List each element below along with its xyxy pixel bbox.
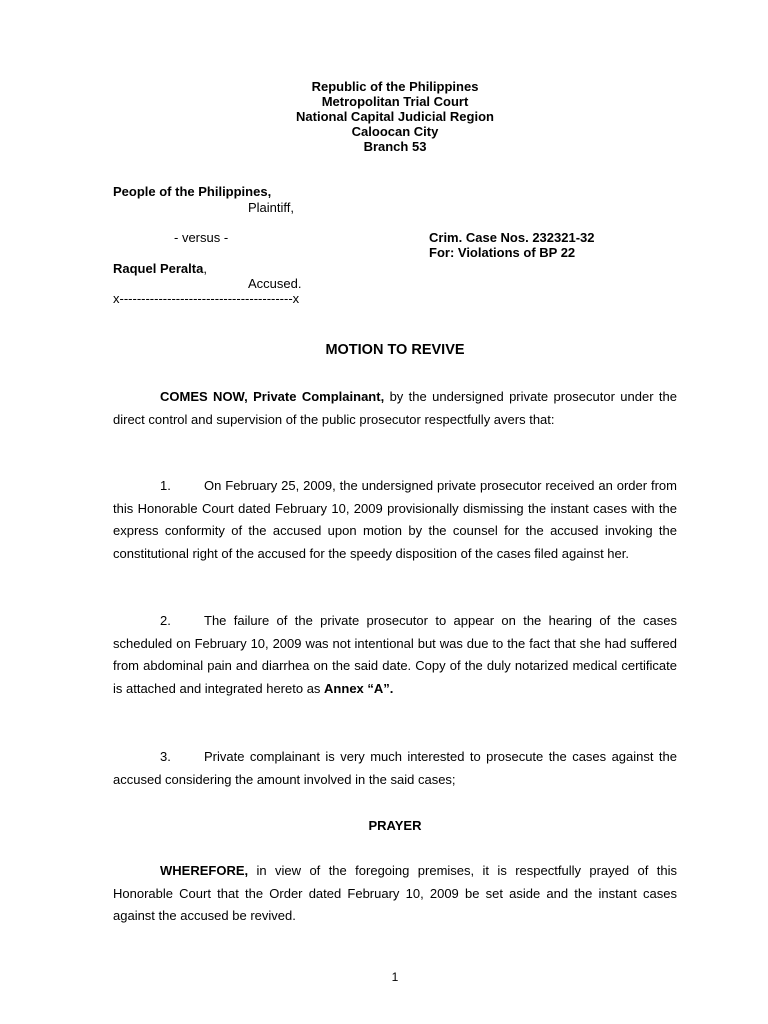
plaintiff-role: Plaintiff, <box>248 200 295 215</box>
document-title: MOTION TO REVIVE <box>325 342 465 358</box>
court-line-republic: Republic of the Philippines <box>311 79 479 94</box>
paragraph-text: On February 25, 2009, the undersigned private prosecutor received an order from this Honorable Court dated February 10, 2009 provisionally dismissing the instant cases with the express conformity of the accused upon motion by the counsel for the accused invoking the constitutional right of the accused for the speedy disposition of the cases filed against her. <box>113 478 677 562</box>
prayer-paragraph <box>113 860 677 928</box>
court-line-city: Caloocan City <box>351 124 439 139</box>
paragraph-number: 2. <box>160 613 171 628</box>
intro-lead: COMES NOW, Private Complainant, <box>160 389 385 404</box>
court-line-mtc: Metropolitan Trial Court <box>321 94 469 109</box>
prayer-heading: PRAYER <box>368 818 422 833</box>
paragraph-number: 1. <box>160 478 171 493</box>
prayer-lead: WHEREFORE, <box>160 863 249 878</box>
accused-comma: , <box>203 261 207 276</box>
paragraph-2 <box>113 610 677 701</box>
paragraph-1 <box>113 475 677 566</box>
case-numbers: Crim. Case Nos. 232321-32 <box>429 230 595 245</box>
caption-divider: x----------------------------------------x <box>113 291 300 306</box>
prayer-text: in view of the foregoing premises, it is respectfully prayed of this Honorable Court that the Order dated February 10, 2009 be set aside and the instant cases against the accused be revived. <box>113 863 677 924</box>
intro-paragraph <box>113 386 677 431</box>
accused-role: Accused. <box>248 276 302 291</box>
paragraph-text: Private complainant is very much interested to prosecute the cases against the accused considering the amount involved in the said cases; <box>113 749 677 787</box>
accused-line <box>113 261 207 276</box>
accused-name: Raquel Peralta <box>113 261 204 276</box>
paragraph-number: 3. <box>160 749 171 764</box>
plaintiff-name: People of the Philippines, <box>113 184 272 199</box>
court-line-branch: Branch 53 <box>363 139 427 154</box>
annex-reference: Annex “A”. <box>324 681 394 697</box>
paragraph-3 <box>113 746 677 791</box>
versus-label: - versus - <box>174 230 229 245</box>
violations-label: For: Violations of BP 22 <box>429 245 576 260</box>
court-line-region: National Capital Judicial Region <box>296 109 494 124</box>
paragraph-text: The failure of the private prosecutor to appear on the hearing of the cases scheduled on February 10, 2009 was not intentional but was due to the fact that she had suffered from abdominal pain and diarrhea on the said date. Copy of the duly notarized medical certificate is attached and integrated hereto as <box>113 613 677 697</box>
court-header <box>0 79 768 154</box>
intro-text: by the undersigned private prosecutor under the direct control and supervision of the public prosecutor respectfully avers that: <box>113 389 677 427</box>
page-number: 1 <box>391 970 399 984</box>
